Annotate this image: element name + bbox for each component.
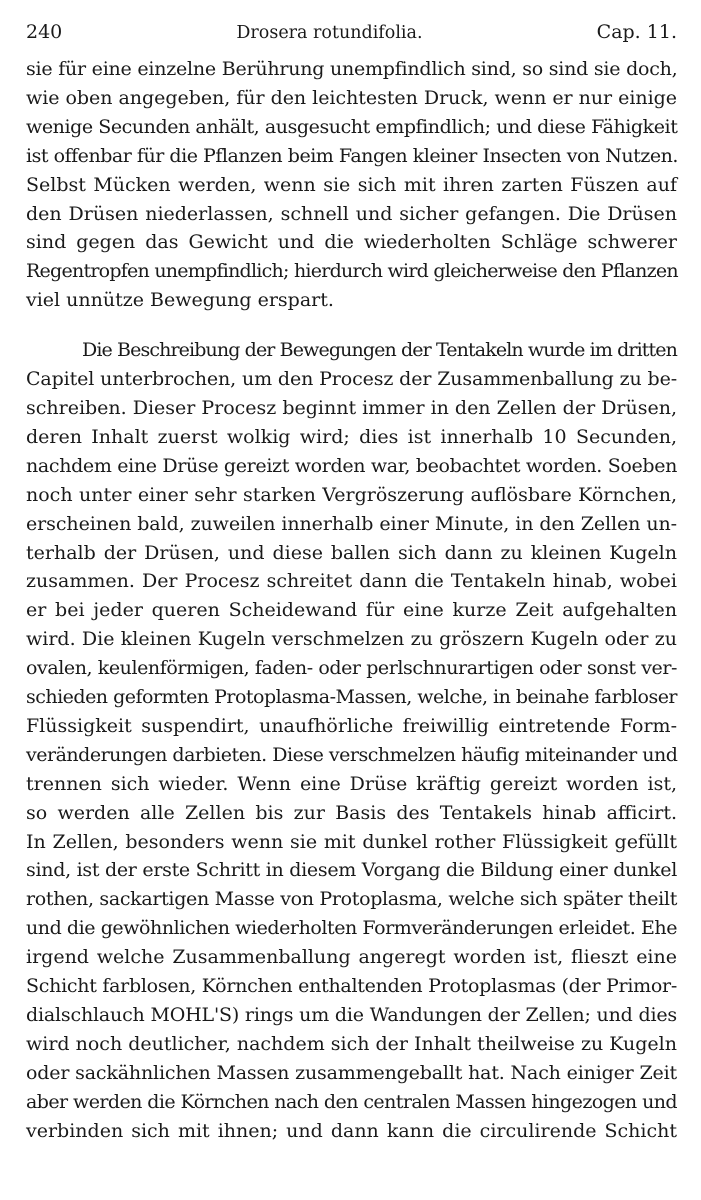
text-line: wenige Secunden anhält, ausgesucht empfindlich; und diese Fähigkeit [26, 115, 678, 138]
text-line: trennen sich wieder. Wenn eine Drüse kräftig gereizt worden ist, [26, 772, 677, 795]
text-line: dialschlauch MOHL'S) rings um die Wandungen der Zellen; und dies [26, 1004, 677, 1026]
text-line: veränderungen darbieten. Diese verschmelzen häufig miteinander und [26, 743, 678, 766]
text-line: sind, ist der erste Schritt in diesem Vorgang die Bildung einer dunkel [26, 859, 678, 882]
text-line: erscheinen bald, zuweilen innerhalb einer Minute, in den Zellen un- [26, 512, 677, 535]
text-line: wie oben angegeben, für den leichtesten Druck, wenn er nur einige [26, 86, 677, 109]
running-title: Drosera rotundifolia. [236, 23, 423, 43]
text-line: schreiben. Dieser Procesz beginnt immer in den Zellen der Drüsen, [26, 396, 678, 419]
text-line: zusammen. Der Procesz schreitet dann die Tentakeln hinab, wobei [26, 570, 677, 593]
text-line: den Drüsen niederlassen, schnell und sicher gefangen. Die Drüsen [26, 202, 677, 225]
text-line: sind gegen das Gewicht und die wiederholten Schläge schwerer [26, 231, 677, 254]
paragraph-1 [26, 55, 677, 315]
text-line: Die Beschreibung der Bewegungen der Tentakeln wurde im dritten [82, 339, 678, 362]
text-line: Regentropfen unempfindlich; hierdurch wird gleicherweise den Pflanzen [26, 260, 678, 283]
text-line: wird. Die kleinen Kugeln verschmelzen zu gröszern Kugeln oder zu [26, 628, 677, 651]
text-line: so werden alle Zellen bis zur Basis des Tentakels hinab afficirt. [26, 801, 677, 824]
text-line: viel unnütze Bewegung erspart. [26, 289, 334, 312]
text-line: nachdem eine Drüse gereizt worden war, beobachtet worden. Soeben [26, 454, 678, 477]
text-line: verbinden sich mit ihnen; und dann kann die circulirende Schicht [26, 1119, 677, 1142]
text-line: sie für eine einzelne Berührung unempfindlich sind, so sind sie doch, [26, 58, 678, 80]
text-line: terhalb der Drüsen, und diese ballen sich dann zu kleinen Kugeln [26, 541, 677, 564]
text-line: noch unter einer sehr starken Vergröszerung auflösbare Körnchen, [26, 483, 677, 506]
text-line: schieden geformten Protoplasma-Massen, welche, in beinahe farbloser [26, 686, 678, 709]
text-line: aber werden die Körnchen nach den centralen Massen hingezogen und [26, 1090, 677, 1113]
text-line: oder sackähnlichen Massen zusammengeballt hat. Nach einiger Zeit [26, 1061, 677, 1084]
text-line: und die gewöhnlichen wiederholten Formveränderungen erleidet. Ehe [26, 917, 677, 940]
text-line: Flüssigkeit suspendirt, unaufhörliche freiwillig eintretende Form- [26, 714, 677, 737]
text-line: Selbst Mücken werden, wenn sie sich mit ihren zarten Füszen auf [26, 173, 677, 196]
text-line: ovalen, keulenförmigen, faden- oder perlschnurartigen oder sonst ver- [26, 657, 678, 680]
text-line: er bei jeder queren Scheidewand für eine kurze Zeit aufgehalten [26, 599, 677, 622]
page-number: 240 [26, 21, 63, 43]
text-line: ist offenbar für die Pflanzen beim Fangen kleiner Insecten von Nutzen. [26, 144, 678, 167]
text-line: Schicht farblosen, Körnchen enthaltenden Protoplasmas (der Primor- [26, 975, 678, 998]
text-line: In Zellen, besonders wenn sie mit dunkel rother Flüssigkeit gefüllt [26, 830, 677, 853]
text-line: deren Inhalt zuerst wolkig wird; dies ist innerhalb 10 Secunden, [26, 425, 677, 448]
text-line: rothen, sackartigen Masse von Protoplasma, welche sich später theilt [26, 888, 678, 911]
running-header [26, 18, 677, 47]
chapter-label: Cap. 11. [596, 21, 677, 43]
text-line: Capitel unterbrochen, um den Procesz der Zusammenballung zu be- [26, 368, 677, 391]
paragraph-2 [26, 336, 677, 1145]
text-line: wird noch deutlicher, nachdem sich der Inhalt theilweise zu Kugeln [26, 1032, 677, 1055]
text-line: irgend welche Zusammenballung angeregt worden ist, flieszt eine [26, 946, 677, 969]
